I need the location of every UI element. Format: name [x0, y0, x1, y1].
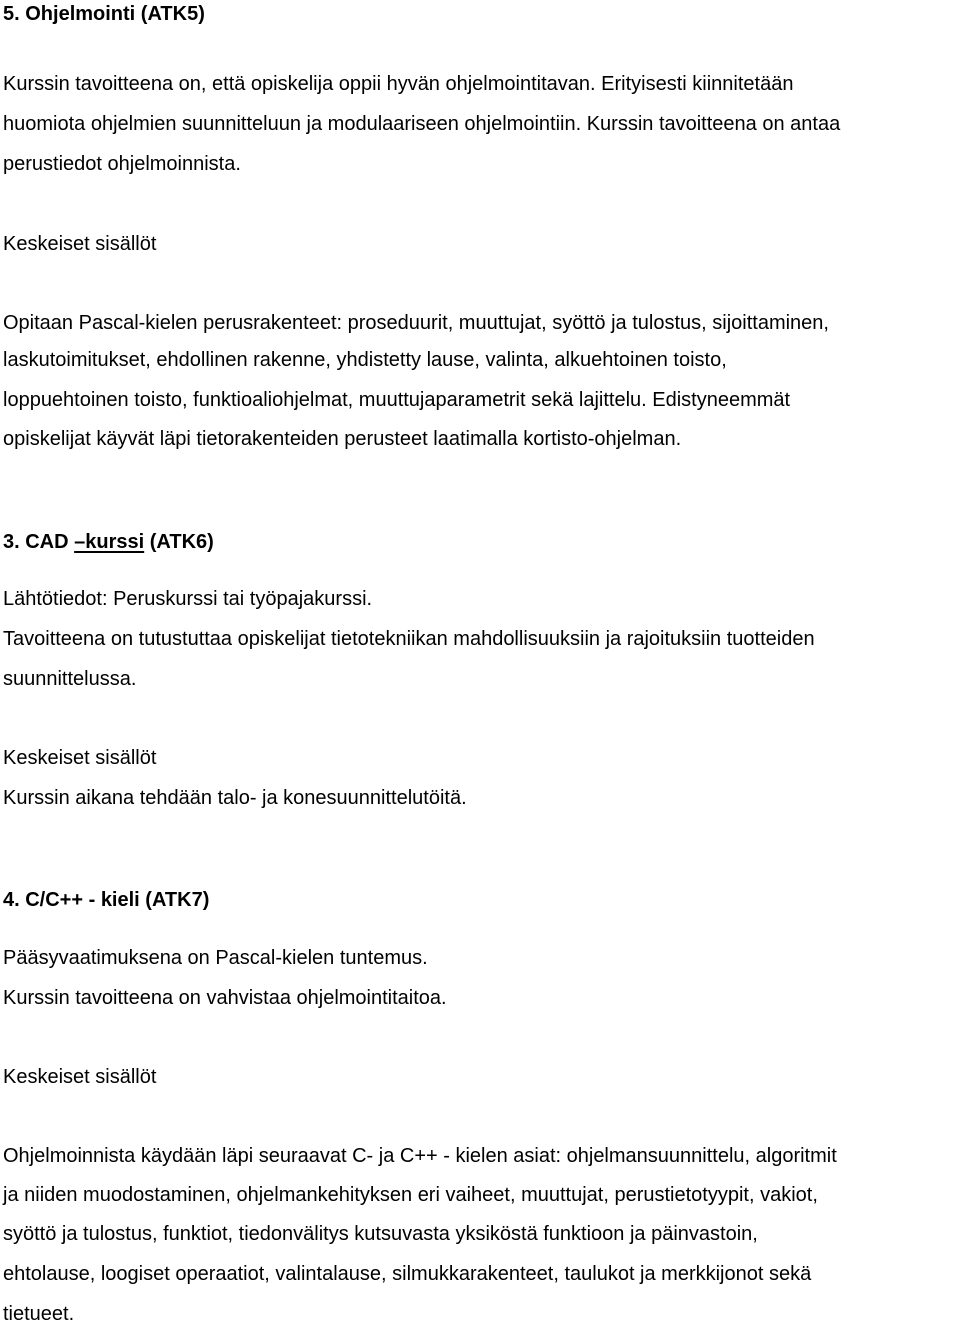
section-4-contents-label: Keskeiset sisällöt: [3, 1066, 157, 1088]
section-3-contents-label: Keskeiset sisällöt: [3, 747, 157, 769]
section-4-contents-line-4: ehtolause, loogiset operaatiot, valintalause, silmukkarakenteet, taulukot ja merkkijonot sekä: [3, 1263, 812, 1285]
section-5-heading: 5. Ohjelmointi (ATK5): [3, 3, 205, 25]
section-5-contents-label: Keskeiset sisällöt: [3, 233, 157, 255]
section-4-prereq: Pääsyvaatimuksena on Pascal-kielen tuntemus.: [3, 947, 428, 969]
section-5-intro-line-1: Kurssin tavoitteena on, että opiskelija oppii hyvän ohjelmointitavan. Erityisesti kiinnitetään: [3, 73, 794, 95]
section-4-contents-line-1: Ohjelmoinnista käydään läpi seuraavat C- ja C++ - kielen asiat: ohjelmansuunnittelu, algoritmit: [3, 1145, 837, 1167]
section-5-contents-line-3: loppuehtoinen toisto, funktioaliohjelmat, muuttujaparametrit sekä lajittelu. Edistyneemmät: [3, 389, 791, 411]
section-4-contents-line-2: ja niiden muodostaminen, ohjelmankehityksen eri vaiheet, muuttujat, perustietotyypit, vakiot,: [3, 1184, 818, 1206]
section-4-contents-line-3: syöttö ja tulostus, funktiot, tiedonvälitys kutsuvasta yksiköstä funktioon ja päinvastoin,: [3, 1223, 758, 1245]
section-3-contents: Kurssin aikana tehdään talo- ja konesuunnittelutöitä.: [3, 787, 467, 809]
section-3-goal-line-2: suunnittelussa.: [3, 668, 137, 690]
section-3-heading-prefix: 3. CAD: [3, 531, 75, 553]
section-4-heading: 4. C/C++ - kieli (ATK7): [3, 889, 210, 911]
section-3-heading-underlined: –kurssi: [74, 531, 145, 553]
section-3-heading: [3, 530, 214, 554]
section-3-goal-line-1: Tavoitteena on tutustuttaa opiskelijat tietotekniikan mahdollisuuksiin ja rajoituksiin tuotteiden: [3, 628, 815, 650]
section-3-prereq: Lähtötiedot: Peruskurssi tai työpajakurssi.: [3, 588, 373, 610]
section-4-goal: Kurssin tavoitteena on vahvistaa ohjelmointitaitoa.: [3, 987, 447, 1009]
section-5-intro-line-2: huomiota ohjelmien suunnitteluun ja modulaariseen ohjelmointiin. Kurssin tavoitteena on antaa: [3, 113, 841, 135]
section-5-contents-line-4: opiskelijat käyvät läpi tietorakenteiden perusteet laatimalla kortisto-ohjelman.: [3, 428, 682, 450]
section-4-contents-line-5: tietueet.: [3, 1303, 75, 1325]
section-5-contents-line-2: laskutoimitukset, ehdollinen rakenne, yhdistetty lause, valinta, alkuehtoinen toisto,: [3, 349, 727, 371]
section-5-intro-line-3: perustiedot ohjelmoinnista.: [3, 153, 241, 175]
section-5-contents-line-1: Opitaan Pascal-kielen perusrakenteet: proseduurit, muuttujat, syöttö ja tulostus, sijoittaminen,: [3, 312, 829, 334]
section-3-heading-suffix: (ATK6): [144, 531, 214, 553]
